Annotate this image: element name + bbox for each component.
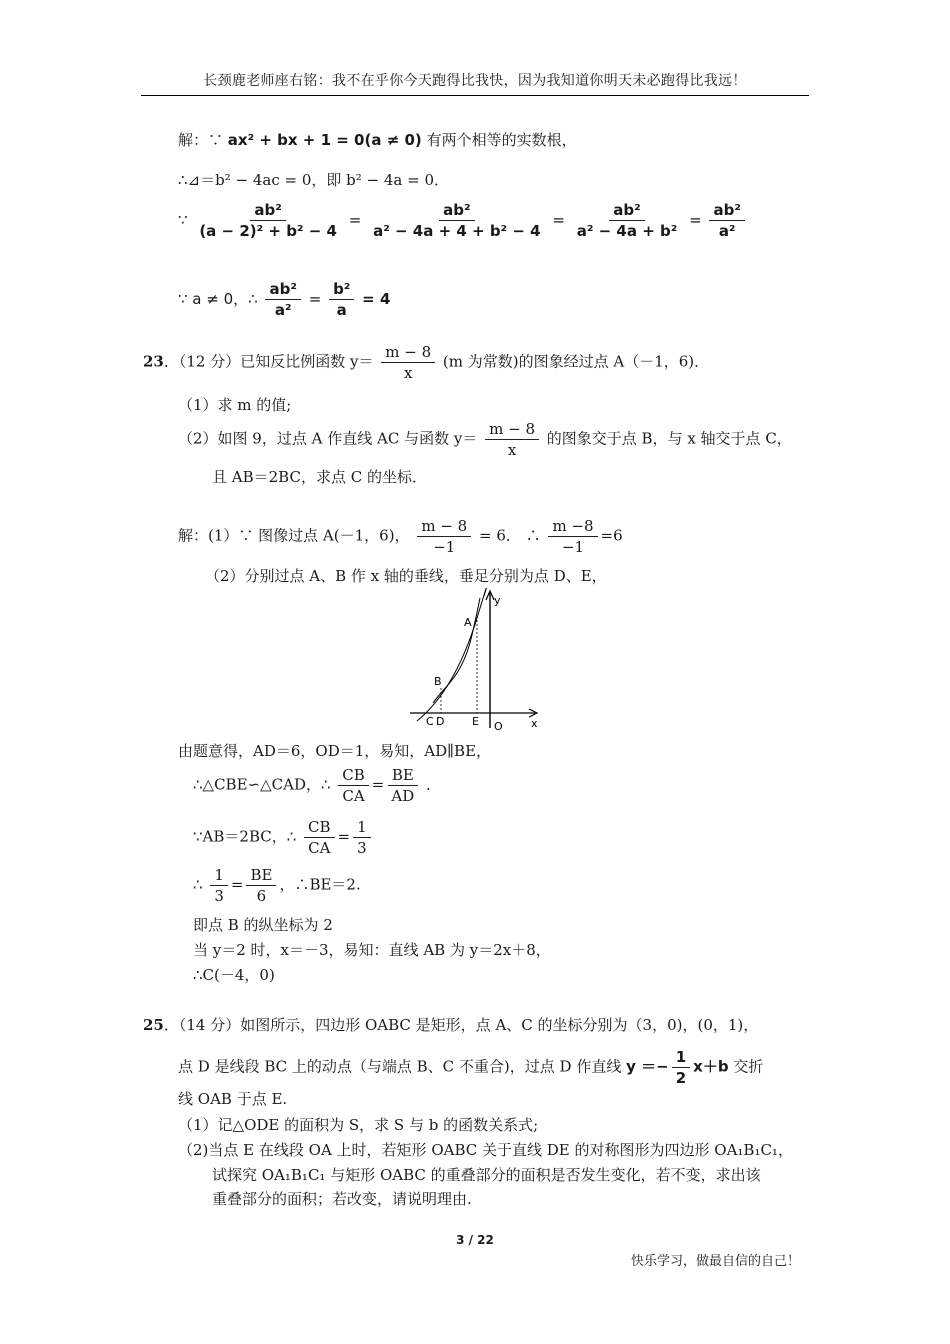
page-number: 3 / 22	[456, 1233, 494, 1247]
q23-part2-cont: 且 AB＝2BC，求点 C 的坐标．	[212, 468, 427, 486]
q22-line2: ∴⊿＝b² − 4ac = 0，即 b² − 4a = 0．	[178, 171, 449, 189]
header-divider	[141, 95, 809, 96]
label-c: C	[426, 715, 434, 728]
q25-part1: （1）记△ODE 的面积为 S，求 S 与 b 的函数关系式;	[178, 1116, 539, 1134]
line-ab	[417, 588, 490, 721]
label-a: A	[464, 616, 472, 629]
q23-solution-9: ∴C(－4，0)	[193, 966, 275, 984]
footer-slogan: 快乐学习，做最自信的自己！	[630, 1254, 800, 1269]
q22-fraction-chain: ∵ $\frac{\text{ab²}}{\text{(a − 2)² + b² − 4}}$ = $\frac{\text{ab²}}{\text{a² − 4a + 4 + b² − 4}}$ = $\frac{\text{ab²}}{\text{a² − 4a + b²}}$ = $\frac{\text{ab²}}{\text{a²}}$	[178, 201, 748, 240]
q25-part2-cont1: 试探究 OA₁B₁C₁ 与矩形 OABC 的重叠部分的面积是否发生变化，若不变，求出该	[212, 1166, 761, 1184]
q23-figure	[405, 588, 545, 733]
q23-part1: （1）求 m 的值;	[178, 396, 292, 414]
label-e: E	[472, 715, 479, 728]
q23-solution-3: 由题意得，AD＝6，OD＝1，易知，AD∥BE，	[178, 742, 492, 760]
q25-part2-cont2: 重叠部分的面积；若改变，请说明理由.	[212, 1190, 472, 1208]
q25-part2: （2)当点 E 在线段 OA 上时，若矩形 OABC 关于直线 DE 的对称图形为四边形 OA₁B₁C₁，	[178, 1141, 793, 1159]
label-o: O	[494, 720, 503, 733]
q25-stem-line3: 线 OAB 于点 E.	[178, 1090, 288, 1108]
q23-part2: （2）如图 9，过点 A 作直线 AC 与函数 y＝ $\frac{m - 8}{x}$ 的图象交于点 B，与 x 轴交于点 C，	[178, 420, 792, 459]
q23-solution-4: ∴△CBE∽△CAD，∴ $\frac{CB}{CA}$ = $\frac{BE}{AD}$ ．	[193, 766, 442, 805]
q23-solution-7: 即点 B 的纵坐标为 2	[193, 916, 333, 934]
q23-solution-5: ∵AB＝2BC，∴ $\frac{CB}{CA}$ = $\frac{1}{3}$	[193, 818, 374, 857]
label-x: x	[531, 717, 538, 730]
q23-stem: 23．（12 分）已知反比例函数 y＝ $\frac{m - 8}{x}$ (m 为常数)的图象经过点 A（－1，6)．	[143, 343, 710, 382]
q23-solution-1: 解：(1）∵ 图像过点 A(－1，6)， $\frac{m - 8}{-1}$ = 6． ∴ $\frac{m -8}{-1}$ =6	[178, 517, 623, 556]
label-d: D	[436, 715, 445, 728]
label-b: B	[434, 675, 442, 688]
q25-stem-line2: 点 D 是线段 BC 上的动点（与端点 B、C 不重合)，过点 D 作直线 y ＝− $\frac{1}{2}$ x＋b 交折	[178, 1048, 764, 1087]
q23-solution-6: ∴ $\frac{1}{3}$ = $\frac{BE}{6}$ ，∴BE＝2.	[193, 866, 361, 905]
q23-solution-8: 当 y＝2 时，x＝－3，易知：直线 AB 为 y＝2x＋8，	[193, 941, 551, 959]
q22-line1: 解：∵ ax² + bx + 1 = 0(a ≠ 0) 有两个相等的实数根，	[178, 131, 577, 149]
q23-solution-2: （2）分别过点 A、B 作 x 轴的垂线，垂足分别为点 D、E，	[205, 567, 607, 585]
label-y: y	[494, 594, 501, 607]
header-motto: 长颈鹿老师座右铭：我不在乎你今天跑得比我快，因为我知道你明天未必跑得比我远！	[203, 73, 747, 89]
q22-result: ∵ a ≠ 0，∴ $\frac{\text{ab²}}{\text{a²}}$ = $\frac{\text{b²}}{a}$ = 4	[178, 280, 391, 319]
q25-stem-line1: 25．（14 分）如图所示，四边形 OABC 是矩形，点 A、C 的坐标分别为（3，0)，(0，1)，	[143, 1016, 759, 1034]
